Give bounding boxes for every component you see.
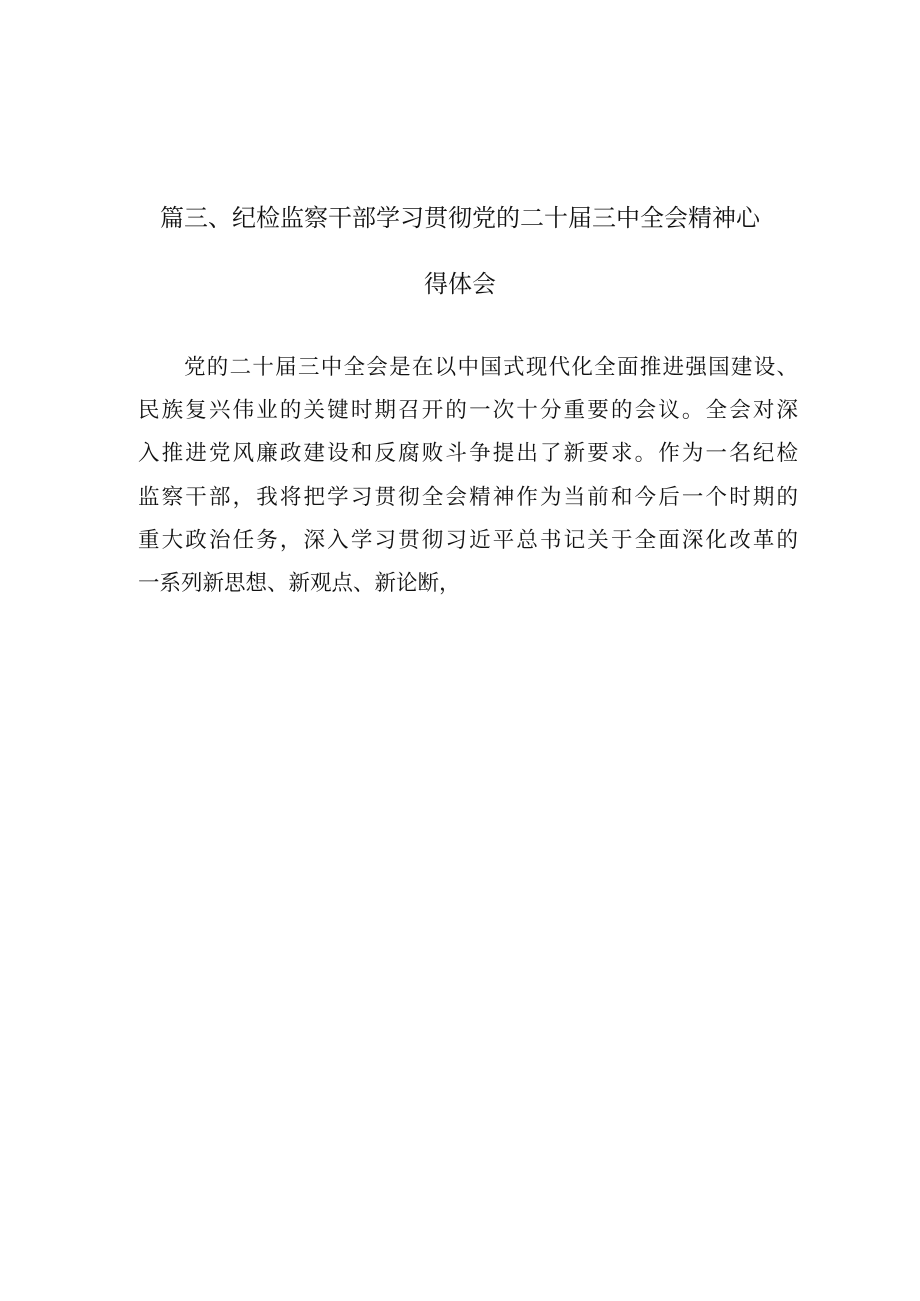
paragraph-line: 监察干部，我将把学习贯彻全会精神作为当前和今后一个时期的: [138, 484, 798, 510]
paragraph-line: 民族复兴伟业的关键时期召开的一次十分重要的会议。全会对深: [138, 398, 798, 424]
body-paragraph: [138, 346, 798, 605]
title-line-1: 篇三、纪检监察干部学习贯彻党的二十届三中全会精神心: [160, 204, 760, 232]
paragraph-line: 一系列新思想、新观点、新论断，: [138, 571, 461, 597]
paragraph-line: 入推进党风廉政建设和反腐败斗争提出了新要求。作为一名纪检: [138, 441, 798, 467]
paragraph-line: 党的二十届三中全会是在以中国式现代化全面推进强国建设、: [184, 355, 798, 380]
title-line-2: 得体会: [424, 270, 496, 298]
paragraph-line: 重大政治任务，深入学习贯彻习近平总书记关于全面深化改革的: [138, 527, 798, 553]
document-title: [120, 185, 800, 317]
